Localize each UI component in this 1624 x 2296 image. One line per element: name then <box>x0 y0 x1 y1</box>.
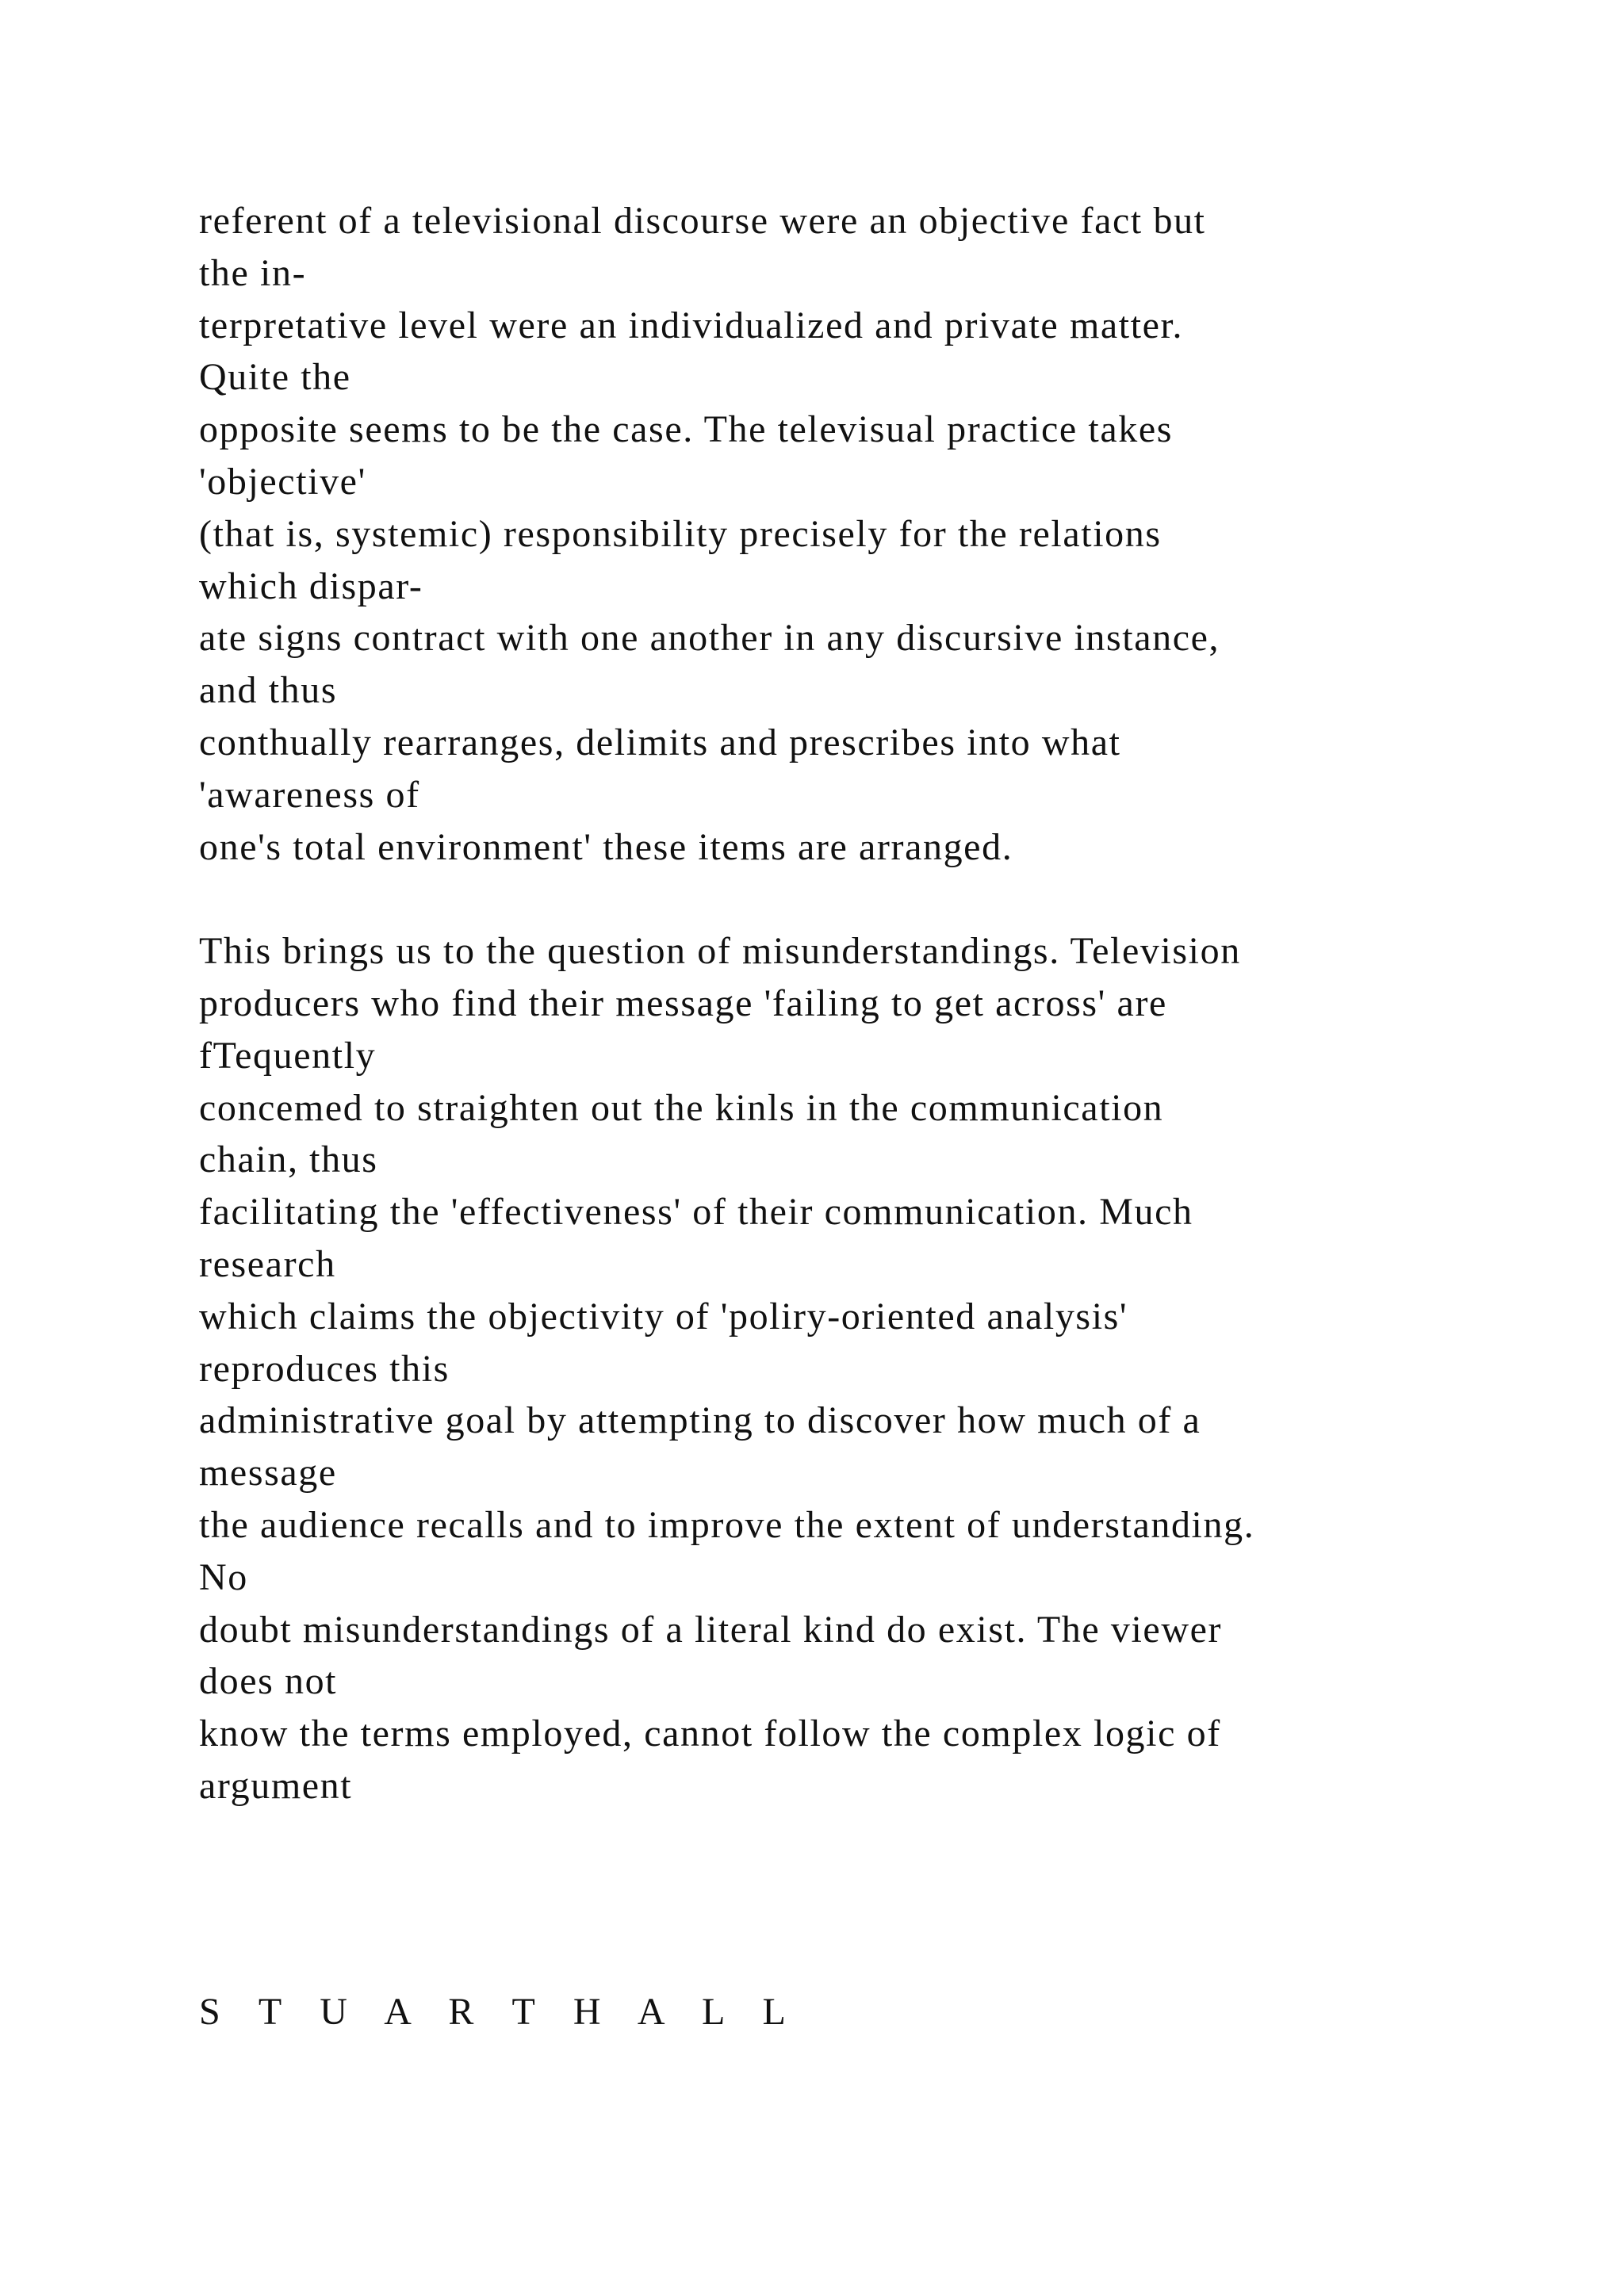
text-line: 'awareness of <box>199 773 420 816</box>
text-line: does not <box>199 1660 338 1703</box>
text-line: the in- <box>199 251 307 294</box>
text-line: the audience recalls and to improve the extent of understanding. <box>199 1503 1255 1546</box>
text-line: which claims the objectivity of 'poliry-oriented analysis' <box>199 1295 1128 1337</box>
text-line: producers who find their message 'failing to get across' are <box>199 982 1167 1024</box>
text-line: referent of a televisional discourse were an objective fact but <box>199 200 1206 242</box>
text-line: research <box>199 1242 336 1285</box>
body-text <box>199 195 1547 1812</box>
text-line: fTequently <box>199 1034 377 1077</box>
paragraph-gap <box>199 873 1547 925</box>
text-line: message <box>199 1452 337 1494</box>
text-line: Quite the <box>199 356 351 399</box>
text-line: doubt misunderstandings of a literal kind do exist. The viewer <box>199 1608 1223 1651</box>
text-line: administrative goal by attempting to discover how much of a <box>199 1399 1201 1442</box>
text-line: and thus <box>199 669 338 712</box>
text-line: argument <box>199 1764 353 1807</box>
paragraph-1 <box>199 195 1547 873</box>
text-line: reproduces this <box>199 1347 450 1390</box>
text-line: conthually rearranges, delimits and prescribes into what <box>199 721 1121 763</box>
text-line: know the terms employed, cannot follow the complex logic of <box>199 1712 1221 1755</box>
author-name: S T U A R T H A L L <box>199 1991 801 2033</box>
text-line: ate signs contract with one another in any discursive instance, <box>199 617 1220 660</box>
text-line: (that is, systemic) responsibility precisely for the relations <box>199 512 1162 555</box>
text-line: No <box>199 1556 248 1598</box>
text-line: This brings us to the question of misunderstandings. Television <box>199 930 1241 973</box>
text-line: facilitating the 'effectiveness' of their communication. Much <box>199 1191 1193 1234</box>
paragraph-2 <box>199 925 1547 1812</box>
text-line: concemed to straighten out the kinls in the communication <box>199 1086 1164 1129</box>
text-line: 'objective' <box>199 460 366 503</box>
text-line: chain, thus <box>199 1138 378 1181</box>
text-line: terpretative level were an individualized and private matter. <box>199 304 1184 346</box>
text-line: one's total environment' these items are arranged. <box>199 825 1013 868</box>
text-line: opposite seems to be the case. The televisual practice takes <box>199 408 1174 451</box>
text-line: which dispar- <box>199 564 423 607</box>
